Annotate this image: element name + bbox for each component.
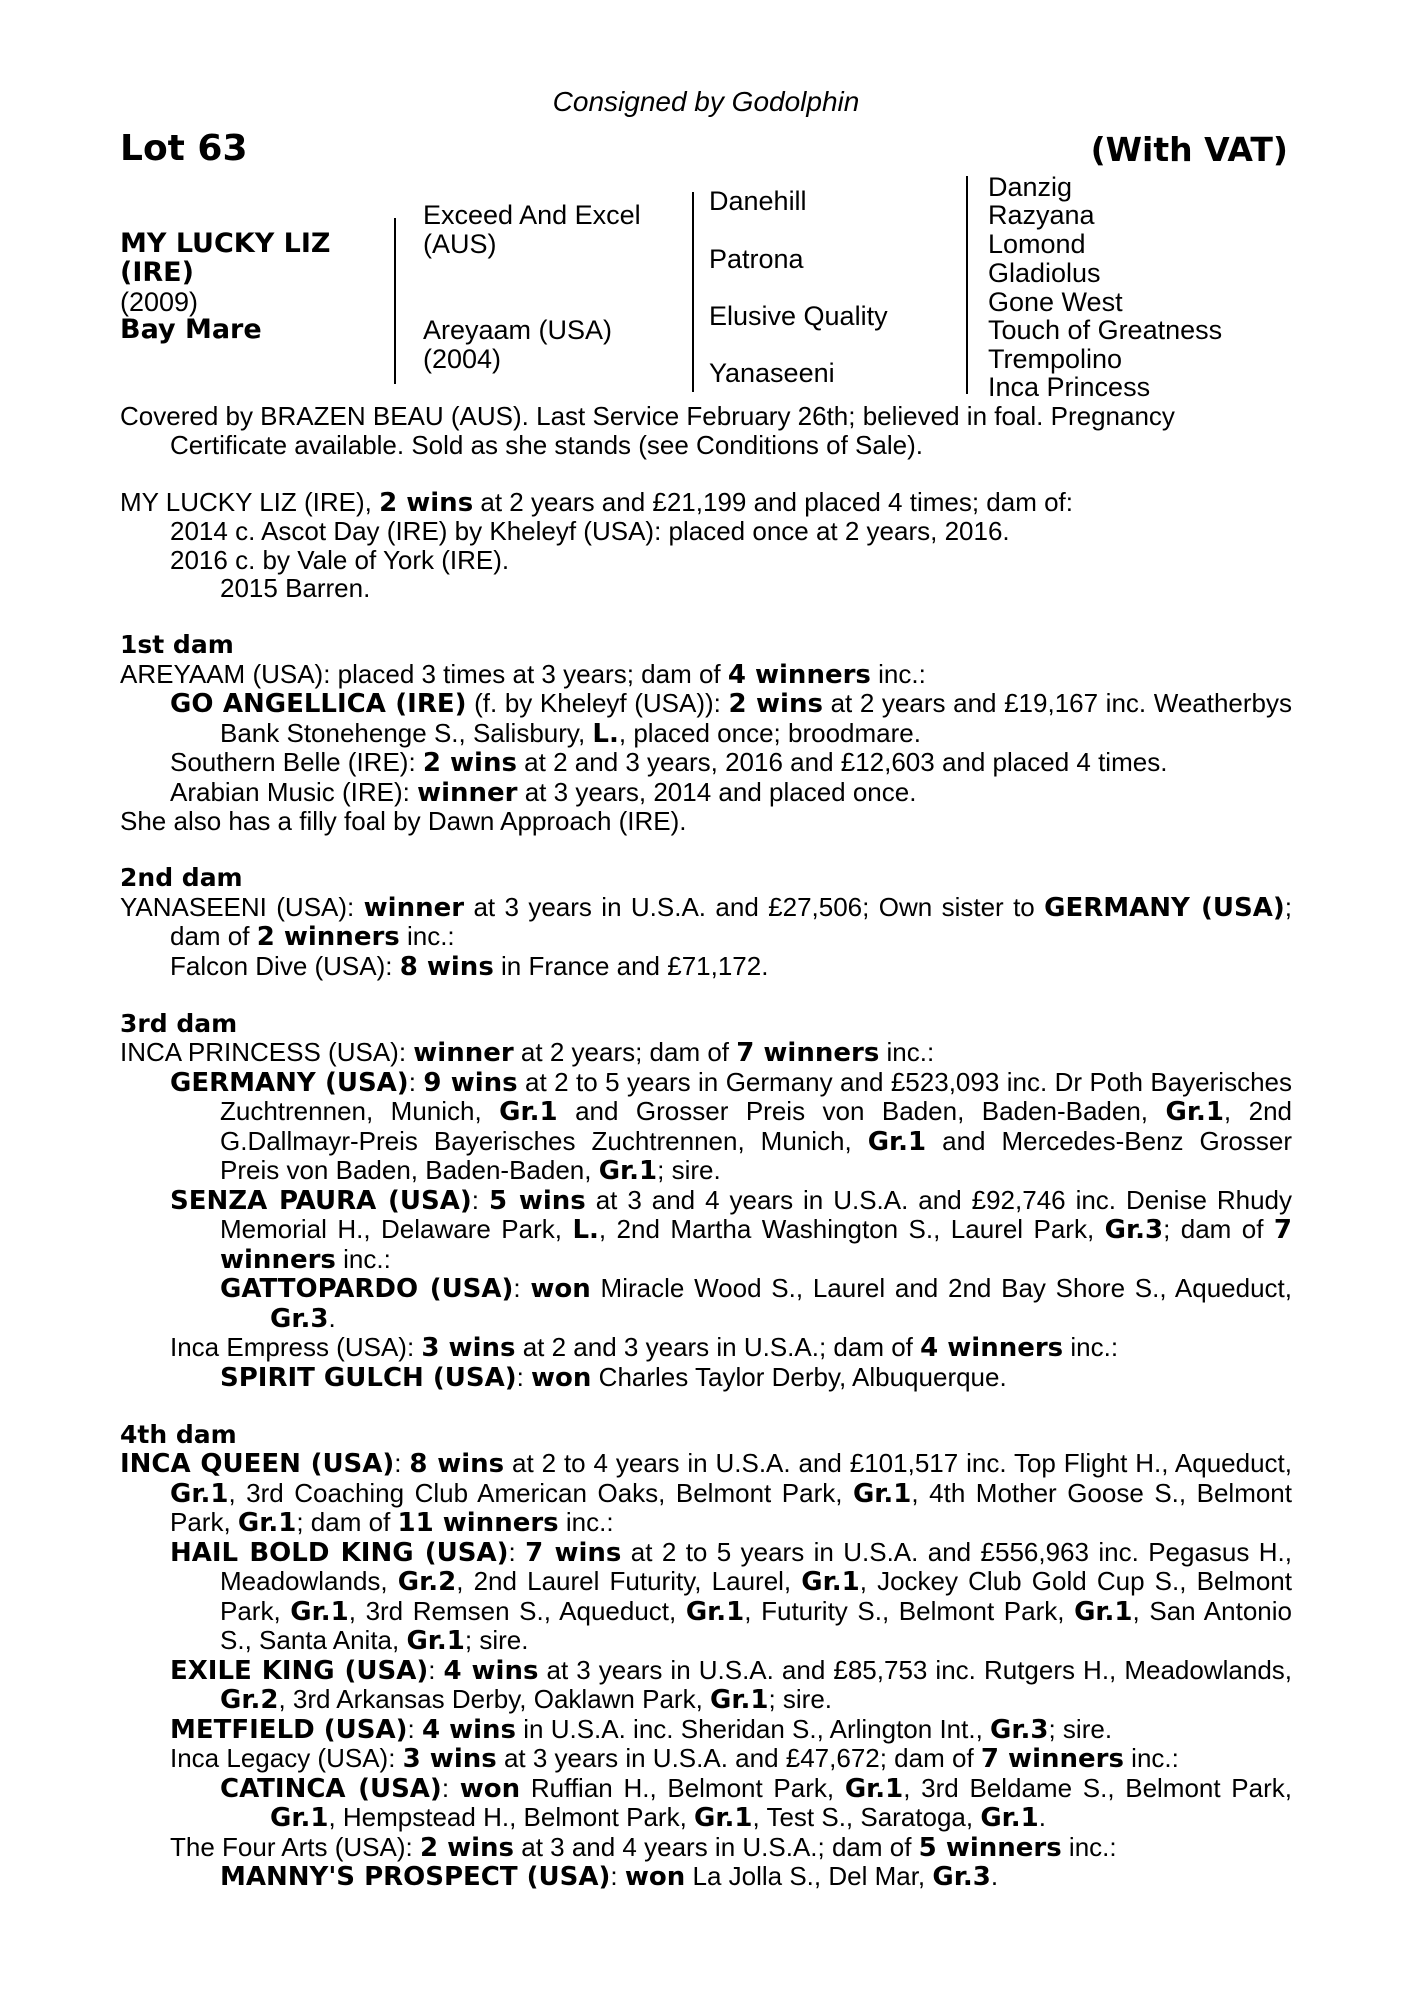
section-heading: 3rd dam	[120, 1008, 238, 1038]
great-grandparent: Inca Princess	[988, 372, 1151, 402]
sire-name: Exceed And Excel	[423, 200, 641, 230]
dam-record: INCA QUEEN (USA): 8 wins at 2 to 4 years in U.S.A. and £101,517 inc. Top Flight H., Aqueduct, Gr.1, 3rd Coaching Club American Oaks, Belmont Park, Gr.1, 4th Mother Goose S., Belmont Park, Gr.1; dam of 11 winners inc.:	[120, 1448, 1293, 1538]
great-grandparent: Touch of Greatness	[988, 315, 1223, 345]
great-grandparent: Trempolino	[988, 344, 1123, 374]
produce-entry: GERMANY (USA): 9 wins at 2 to 5 years in Germany and £523,093 inc. Dr Poth Bayerisches Zuchtrennen, Munich, Gr.1 and Grosser Preis von Baden, Baden-Baden, Gr.1, 2nd G.Dallmayr-Preis Bayerisches Zuchtrennen, Munich, Gr.1 and Mercedes-Benz Grosser Preis von Baden, Baden-Baden, Gr.1; sire.	[170, 1066, 1292, 1186]
grandparent: Patrona	[709, 244, 804, 274]
dam-year: (2004)	[423, 344, 502, 374]
produce-entry: CATINCA (USA): won Ruffian H., Belmont Park, Gr.1, 3rd Beldame S., Belmont Park, Gr.1, Hempstead H., Belmont Park, Gr.1, Test S., Saratoga, Gr.1.	[220, 1772, 1292, 1833]
pedigree-divider	[692, 192, 694, 392]
section-heading: 4th dam	[120, 1419, 237, 1449]
horse-country: (IRE)	[120, 257, 194, 288]
grandparent: Yanaseeni	[709, 358, 835, 388]
dam-name: Areyaam (USA)	[423, 315, 613, 345]
lot-number: Lot 63	[120, 128, 248, 169]
pedigree-divider	[966, 176, 968, 394]
section-heading: 1st dam	[120, 630, 234, 659]
produce-entry: HAIL BOLD KING (USA): 7 wins at 2 to 5 years in U.S.A. and £556,963 inc. Pegasus H., Meadowlands, Gr.2, 2nd Laurel Futurity, Laurel, Gr.1, Jockey Club Gold Cup S., Belmont Park, Gr.1, 3rd Remsen S., Aqueduct, Gr.1, Futurity S., Belmont Park, Gr.1, San Antonio S., Santa Anita, Gr.1; sire.	[170, 1536, 1293, 1656]
great-grandparent: Gone West	[988, 287, 1123, 317]
produce-entry: Southern Belle (IRE): 2 wins at 2 and 3 years, 2016 and £12,603 and placed 4 times.	[170, 747, 1168, 778]
dam-record: INCA PRINCESS (USA): winner at 2 years; dam of 7 winners inc.:	[120, 1037, 935, 1068]
consignor-line: Consigned by Godolphin	[552, 86, 860, 117]
grandparent: Danehill	[709, 186, 807, 216]
section-heading: 2nd dam	[120, 863, 243, 892]
grandparent: Elusive Quality	[709, 301, 888, 331]
horse-name: MY LUCKY LIZ	[120, 228, 331, 259]
great-grandparent: Lomond	[988, 229, 1086, 259]
produce-record: 2015 Barren.	[220, 573, 371, 603]
produce-entry: Inca Empress (USA): 3 wins at 2 and 3 years in U.S.A.; dam of 4 winners inc.:	[170, 1332, 1119, 1363]
produce-record: 2014 c. Ascot Day (IRE) by Kheleyf (USA): placed once at 2 years, 2016.	[170, 516, 1010, 546]
produce-entry: MANNY'S PROSPECT (USA): won La Jolla S., Del Mar, Gr.3.	[220, 1861, 999, 1892]
produce-entry: EXILE KING (USA): 4 wins at 3 years in U.S.A. and £85,753 inc. Rutgers H., Meadowlands, Gr.2, 3rd Arkansas Derby, Oaklawn Park, Gr.1; sire.	[170, 1654, 1292, 1715]
produce-entry: SENZA PAURA (USA): 5 wins at 3 and 4 years in U.S.A. and £92,746 inc. Denise Rhudy Memorial H., Delaware Park, L., 2nd Martha Washington S., Laurel Park, Gr.3; dam of 7 winners inc.:	[170, 1184, 1293, 1275]
produce-entry: Arabian Music (IRE): winner at 3 years, 2014 and placed once.	[170, 776, 917, 808]
great-grandparent: Gladiolus	[988, 258, 1101, 288]
produce-entry: The Four Arts (USA): 2 wins at 3 and 4 years in U.S.A.; dam of 5 winners inc.:	[170, 1831, 1117, 1863]
covered-line: Certificate available. Sold as she stands (see Conditions of Sale).	[170, 429, 923, 460]
produce-entry: SPIRIT GULCH (USA): won Charles Taylor Derby, Albuquerque.	[220, 1361, 1007, 1393]
vat-label: (With VAT)	[1090, 130, 1288, 169]
catalogue-body	[120, 402, 1292, 1892]
produce-entry: GATTOPARDO (USA): won Miracle Wood S., Laurel and 2nd Bay Shore S., Aqueduct, Gr.3.	[220, 1273, 1292, 1334]
horse-colour-sex: Bay Mare	[120, 314, 262, 345]
produce-entry: GO ANGELLICA (IRE) (f. by Kheleyf (USA)): 2 wins at 2 years and £19,167 inc. Weatherbys Bank Stonehenge S., Salisbury, L., placed once; broodmare.	[170, 688, 1292, 749]
dam-record: AREYAAM (USA): placed 3 times at 3 years; dam of 4 winners inc.:	[120, 658, 926, 690]
great-grandparent: Razyana	[988, 200, 1095, 230]
covered-line: Covered by BRAZEN BEAU (AUS). Last Service February 26th; believed in foal. Pregnancy	[120, 401, 1175, 431]
produce-intro: MY LUCKY LIZ (IRE), 2 wins at 2 years and £21,199 and placed 4 times; dam of:	[120, 486, 1073, 518]
produce-entry: Inca Legacy (USA): 3 wins at 3 years in U.S.A. and £47,672; dam of 7 winners inc.:	[170, 1743, 1179, 1774]
horse-year: (2009)	[120, 287, 199, 317]
produce-note: She also has a filly foal by Dawn Approach (IRE).	[120, 806, 687, 836]
dam-record: YANASEENI (USA): winner at 3 years in U.S.A. and £27,506; Own sister to GERMANY (USA); dam of 2 winners inc.:	[120, 891, 1292, 952]
pedigree-divider	[394, 218, 396, 384]
produce-entry: Falcon Dive (USA): 8 wins in France and £71,172.	[170, 950, 769, 982]
produce-entry: METFIELD (USA): 4 wins in U.S.A. inc. Sheridan S., Arlington Int., Gr.3; sire.	[170, 1713, 1113, 1745]
great-grandparent: Danzig	[988, 172, 1073, 202]
sire-country: (AUS)	[423, 229, 497, 259]
produce-record: 2016 c. by Vale of York (IRE).	[170, 544, 510, 575]
